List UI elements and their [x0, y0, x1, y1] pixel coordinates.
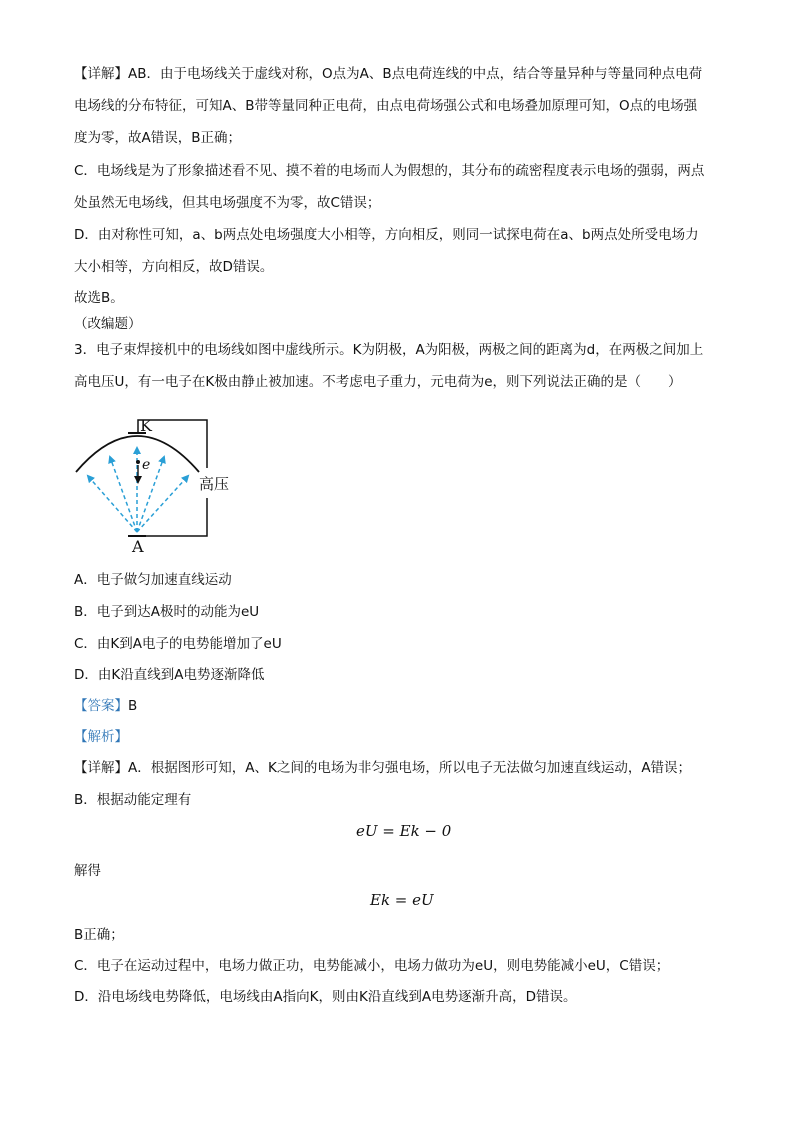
- explanation-line-6: D．由对称性可知，a、b两点处电场强度大小相等，方向相反，则同一试探电荷在a、b两点处所受电场力: [74, 227, 699, 243]
- option-c: C．由K到A电子的电势能增加了eU: [74, 636, 282, 652]
- explanation-line-1: 【详解】AB．由于电场线关于虚线对称，O点为A、B点电荷连线的中点，结合等量异种与等量同种点电荷: [74, 66, 703, 82]
- equation-kinetic-energy-theorem: eU = Ek − 0: [356, 822, 452, 840]
- equation-kinetic-energy-result: Ek = eU: [370, 891, 434, 909]
- electric-field-figure: [66, 408, 256, 560]
- solution-line-b: B．根据动能定理有: [74, 792, 192, 808]
- cathode-label: K: [140, 416, 152, 435]
- explanation-line-3: 度为零，故A错误，B正确；: [74, 130, 241, 146]
- solution-line-c: C．电子在运动过程中，电场力做正功，电势能减小，电场力做功为eU，则电势能减小eU，C错误；: [74, 958, 670, 974]
- explanation-line-7: 大小相等，方向相反，故D错误。: [74, 259, 274, 275]
- solution-line-b-result: B正确；: [74, 927, 124, 943]
- electron-label: e: [142, 457, 151, 473]
- option-a: A．电子做匀加速直线运动: [74, 572, 232, 588]
- electron-marker: [134, 460, 142, 484]
- analysis-heading: [74, 727, 128, 747]
- answer-line: [74, 696, 137, 716]
- option-b: B．电子到达A极时的动能为eU: [74, 604, 260, 620]
- solution-line-a: 【详解】A．根据图形可知，A、K之间的电场为非匀强电场，所以电子无法做匀加速直线运动，A错误；: [74, 760, 692, 776]
- answer-label: 【答案】: [74, 698, 128, 714]
- adapted-question-tag: （改编题）: [74, 316, 142, 332]
- option-d: D．由K沿直线到A电势逐渐降低: [74, 667, 265, 683]
- analysis-label: 【解析】: [74, 729, 128, 745]
- solution-solve-label: 解得: [74, 863, 101, 879]
- explanation-line-5: 处虽然无电场线，但其电场强度不为零，故C错误；: [74, 195, 381, 211]
- question-stem-line-2: 高电压U，有一电子在K极由静止被加速。不考虑电子重力，元电荷为e，则下列说法正确的是（ ）: [74, 374, 682, 390]
- question-stem-line-1: 3．电子束焊接机中的电场线如图中虚线所示。K为阴极，A为阳极，两极之间的距离为d，在两极之间加上: [74, 342, 704, 358]
- explanation-line-2: 电场线的分布特征，可知A、B带等量同种正电荷，由点电荷场强公式和电场叠加原理可知，O点的电场强: [74, 98, 698, 114]
- conclusion-line: 故选B。: [74, 290, 124, 306]
- explanation-line-4: C．电场线是为了形象描述看不见、摸不着的电场而人为假想的，其分布的疏密程度表示电场的强弱，两点: [74, 163, 705, 179]
- answer-value: B: [128, 698, 138, 714]
- solution-line-d: D．沿电场线电势降低，电场线由A指向K，则由K沿直线到A电势逐渐升高，D错误。: [74, 989, 577, 1005]
- high-voltage-label: 高压: [199, 475, 230, 493]
- anode-label: A: [132, 537, 144, 556]
